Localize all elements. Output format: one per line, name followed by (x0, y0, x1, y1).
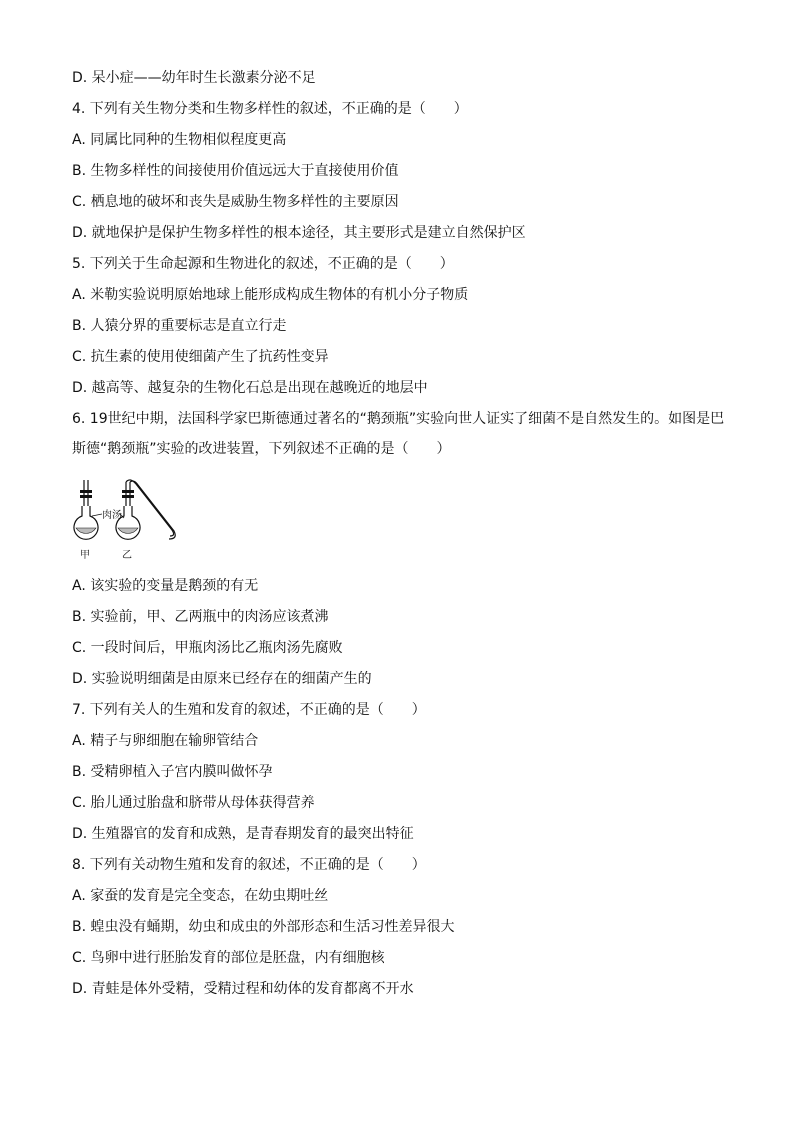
option-4c: C. 栖息地的破坏和丧失是威胁生物多样性的主要原因 (72, 194, 399, 210)
option-6c: C. 一段时间后，甲瓶肉汤比乙瓶肉汤先腐败 (72, 640, 343, 656)
option-7a: A. 精子与卵细胞在输卵管结合 (72, 733, 259, 749)
question-7: 7. 下列有关人的生殖和发育的叙述，不正确的是（ ） (72, 702, 426, 718)
option-5d: D. 越高等、越复杂的生物化石总是出现在越晚近的地层中 (72, 380, 428, 396)
flask-a-icon (74, 480, 98, 539)
question-5: 5. 下列关于生命起源和生物进化的叙述，不正确的是（ ） (72, 256, 454, 272)
option-7d: D. 生殖器官的发育和成熟，是青春期发育的最突出特征 (72, 826, 414, 842)
question-8: 8. 下列有关动物生殖和发育的叙述，不正确的是（ ） (72, 857, 426, 873)
label-flask-b: 乙 (122, 550, 132, 561)
option-4d: D. 就地保护是保护生物多样性的根本途径，其主要形式是建立自然保护区 (72, 225, 526, 241)
option-4a: A. 同属比同种的生物相似程度更高 (72, 132, 287, 148)
option-7c: C. 胎儿通过胎盘和脐带从母体获得营养 (72, 795, 315, 811)
option-8d: D. 青蛙是体外受精，受精过程和幼体的发育都离不开水 (72, 981, 414, 997)
option-5a: A. 米勒实验说明原始地球上能形成构成生物体的有机小分子物质 (72, 287, 469, 303)
option-8b: B. 蝗虫没有蛹期，幼虫和成虫的外部形态和生活习性差异很大 (72, 919, 455, 935)
question-4: 4. 下列有关生物分类和生物多样性的叙述，不正确的是（ ） (72, 101, 468, 117)
option-6d: D. 实验说明细菌是由原来已经存在的细菌产生的 (72, 671, 372, 687)
option-4b: B. 生物多样性的间接使用价值远远大于直接使用价值 (72, 163, 399, 179)
option-6a: A. 该实验的变量是鹅颈的有无 (72, 578, 259, 594)
label-flask-a: 甲 (80, 550, 90, 561)
option-8a: A. 家蚕的发育是完全变态，在幼虫期吐丝 (72, 888, 329, 904)
flask-b-icon (116, 480, 175, 539)
option-5c: C. 抗生素的使用使细菌产生了抗药性变异 (72, 349, 329, 365)
option-3d: D. 呆小症——幼年时生长激素分泌不足 (72, 70, 316, 86)
question-6: 6. 19世纪中期，法国科学家巴斯德通过著名的“鹅颈瓶”实验向世人证实了细菌不是自然发生的。如图是巴斯德“鹅颈瓶”实验的改进装置，下列叙述不正确的是（ ） (72, 411, 725, 457)
option-6b: B. 实验前，甲、乙两瓶中的肉汤应该煮沸 (72, 609, 329, 625)
gooseneck-flask-figure (72, 478, 192, 568)
option-8c: C. 鸟卵中进行胚胎发育的部位是胚盘，内有细胞核 (72, 950, 385, 966)
label-broth: 肉汤 (102, 510, 122, 521)
option-5b: B. 人猿分界的重要标志是直立行走 (72, 318, 287, 334)
option-7b: B. 受精卵植入子宫内膜叫做怀孕 (72, 764, 273, 780)
